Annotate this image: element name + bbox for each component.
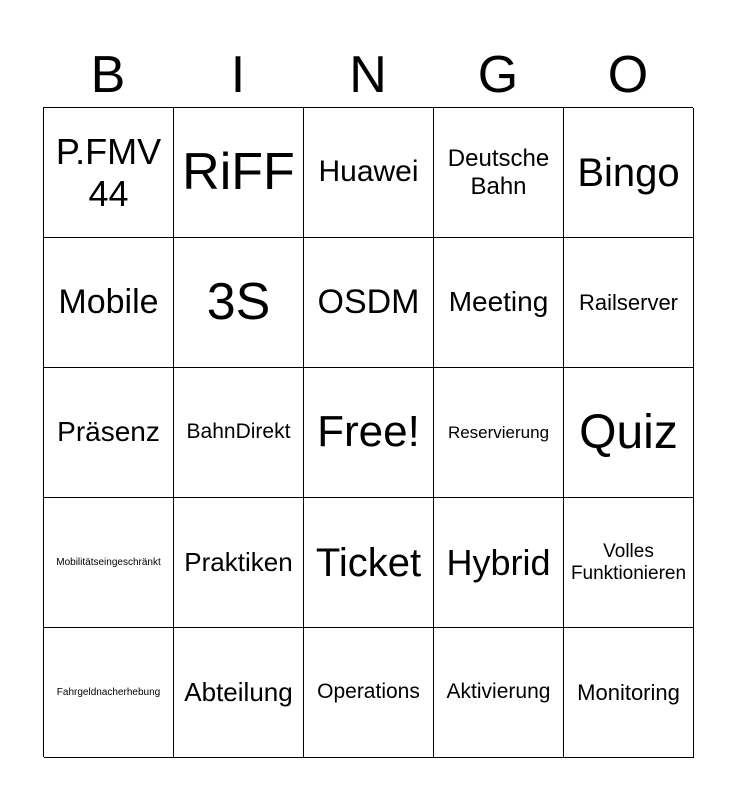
cell-text: Reservierung bbox=[447, 422, 550, 442]
bingo-cell[interactable] bbox=[564, 498, 694, 628]
bingo-header bbox=[43, 44, 693, 106]
bingo-cell[interactable] bbox=[564, 628, 694, 758]
bingo-cell[interactable] bbox=[304, 238, 434, 368]
header-letter-n: N bbox=[349, 46, 387, 104]
header-letter-b: B bbox=[90, 46, 126, 104]
header-letter-o: O bbox=[607, 46, 649, 104]
cell-text: Volles Funktionieren bbox=[570, 540, 687, 584]
cell-text: RiFF bbox=[182, 142, 295, 201]
bingo-cell[interactable] bbox=[434, 498, 564, 628]
bingo-cell[interactable] bbox=[44, 628, 174, 758]
bingo-cell[interactable] bbox=[434, 238, 564, 368]
header-letter-g: G bbox=[477, 46, 519, 104]
bingo-cell[interactable] bbox=[304, 628, 434, 758]
cell-text: Monitoring bbox=[577, 679, 680, 705]
cell-text: Fahrgeldnacherhebung bbox=[56, 686, 161, 698]
bingo-cell[interactable] bbox=[564, 108, 694, 238]
bingo-cell[interactable] bbox=[434, 368, 564, 498]
bingo-cell[interactable] bbox=[44, 108, 174, 238]
cell-text: Deutsche Bahn bbox=[447, 144, 550, 200]
bingo-cell[interactable] bbox=[564, 238, 694, 368]
cell-text: Ticket bbox=[315, 540, 422, 585]
cell-text: Mobilitätseingeschränkt bbox=[56, 556, 161, 568]
cell-text: OSDM bbox=[317, 282, 420, 321]
cell-text: Meeting bbox=[448, 286, 549, 318]
cell-text: Präsenz bbox=[57, 416, 160, 448]
cell-text: Huawei bbox=[318, 155, 419, 189]
cell-text: Mobile bbox=[58, 282, 159, 321]
bingo-cell[interactable] bbox=[44, 498, 174, 628]
cell-text: Operations bbox=[317, 680, 420, 704]
cell-text: Hybrid bbox=[446, 541, 551, 583]
bingo-cell[interactable] bbox=[44, 368, 174, 498]
bingo-cell[interactable] bbox=[174, 368, 304, 498]
cell-text: Bingo bbox=[577, 150, 680, 195]
free-space-text: Free! bbox=[317, 407, 420, 457]
bingo-card-grid bbox=[43, 107, 693, 757]
cell-text: BahnDirekt bbox=[186, 420, 291, 444]
header-letter-i: I bbox=[230, 46, 246, 104]
bingo-cell[interactable] bbox=[174, 628, 304, 758]
bingo-cell-free[interactable] bbox=[304, 368, 434, 498]
cell-text: Abteilung bbox=[184, 676, 293, 707]
cell-text: Praktiken bbox=[184, 546, 293, 577]
bingo-cell[interactable] bbox=[174, 238, 304, 368]
bingo-cell[interactable] bbox=[434, 108, 564, 238]
bingo-cell[interactable] bbox=[44, 238, 174, 368]
cell-text: 3S bbox=[206, 272, 271, 331]
cell-text: Railserver bbox=[578, 289, 679, 315]
bingo-cell[interactable] bbox=[564, 368, 694, 498]
cell-text: P.FMV 44 bbox=[55, 131, 162, 214]
bingo-cell[interactable] bbox=[434, 628, 564, 758]
bingo-cell[interactable] bbox=[304, 108, 434, 238]
bingo-cell[interactable] bbox=[304, 498, 434, 628]
cell-text: Aktivierung bbox=[446, 680, 551, 704]
bingo-cell[interactable] bbox=[174, 498, 304, 628]
cell-text: Quiz bbox=[579, 405, 678, 459]
bingo-cell[interactable] bbox=[174, 108, 304, 238]
